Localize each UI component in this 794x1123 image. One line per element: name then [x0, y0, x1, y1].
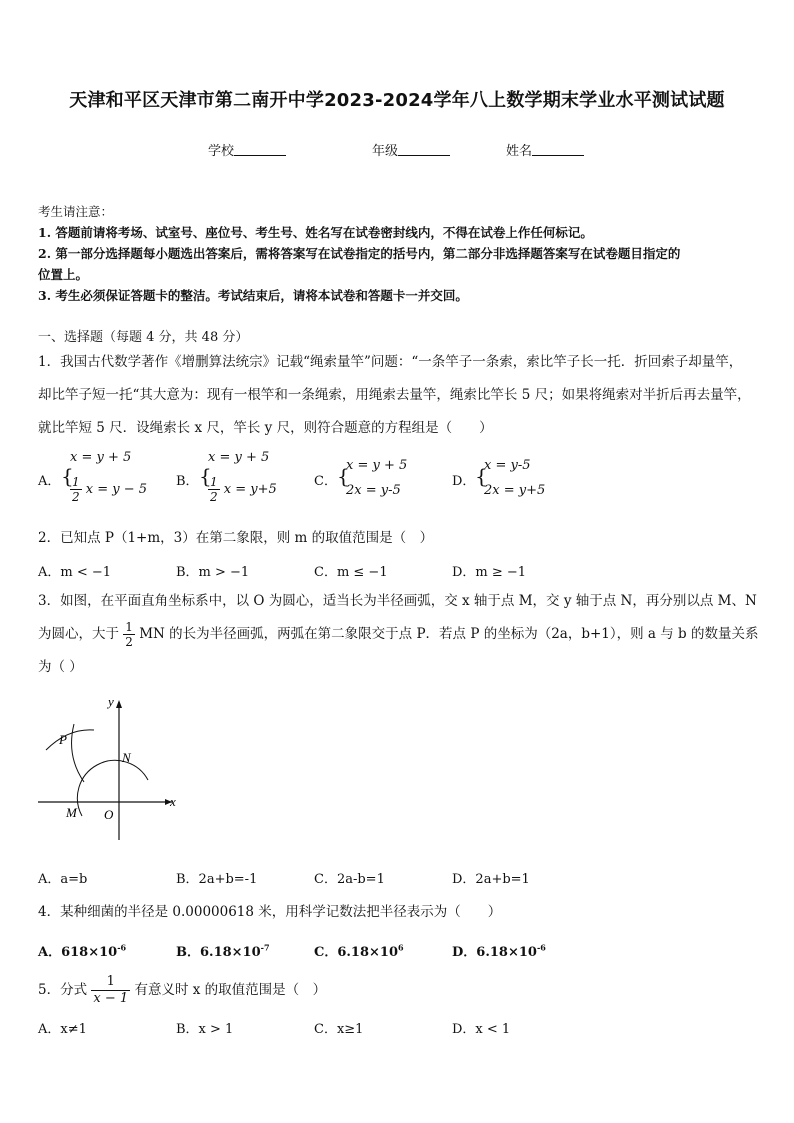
y-arrow-icon	[116, 700, 122, 708]
brace: {	[199, 464, 212, 488]
exam-title: 天津和平区天津市第二南开中学2023-2024学年八上数学期末学业水平测试试题	[69, 90, 725, 111]
question-3-line: 为（ ）	[38, 659, 83, 675]
equation-bottom: x = y − 5	[85, 482, 148, 497]
option-label: D．	[452, 474, 476, 489]
question-3-line: 为圆心，大于 $\frac{1}{2}$ MN 的长为半径画弧，两弧在第二象限交于点 P．若点 P 的坐标为（2a，b+1），则 a 与 b 的数量关系	[38, 620, 759, 649]
point-m-label: M	[66, 805, 77, 820]
grade-field	[372, 140, 450, 159]
option-a[interactable]: A．a=b	[38, 872, 88, 887]
origin-label: O	[104, 807, 114, 822]
option-d[interactable]: D．$6.18\times 10^{-6}$	[452, 942, 546, 960]
option-label: A．	[38, 474, 61, 489]
option-d[interactable]: D．m ≥ −1	[452, 565, 527, 580]
option-label: C．	[314, 474, 337, 489]
half-fraction: $\frac{1}{2}$	[125, 620, 133, 649]
equation-top: x = y + 5	[346, 458, 408, 473]
question-2: 2．已知点 P（1+m，3）在第二象限，则 m 的取值范围是（ ）	[38, 530, 434, 546]
name-field	[506, 140, 584, 159]
brace: {	[61, 464, 74, 488]
school-field	[208, 140, 286, 159]
option-d[interactable]: D．2a+b=1	[452, 872, 530, 887]
brace: {	[337, 464, 350, 488]
note-item: 3. 考生必须保证答题卡的整洁。考试结束后，请将本试卷和答题卡一并交回。	[38, 288, 468, 303]
note-item: 1. 答题前请将考场、试室号、座位号、考生号、姓名写在试卷密封线内，不得在试卷上作任何标记。	[38, 225, 593, 240]
coordinate-figure	[30, 690, 190, 850]
option-c[interactable]: C．x≥1	[314, 1022, 364, 1037]
option-b[interactable]: B．$6.18\times 10^{-7}$	[176, 942, 270, 960]
option-a[interactable]: A．$618\times 10^{-6}$	[38, 942, 127, 960]
grade-label: 年级	[372, 144, 399, 159]
option-a[interactable]: A．m < −1	[38, 565, 112, 580]
option-b[interactable]: B．2a+b=-1	[176, 872, 258, 887]
equation-top: x = y + 5	[70, 450, 132, 465]
option-label: B．	[176, 474, 199, 489]
equation-top: x = y-5	[484, 458, 531, 473]
option-c[interactable]: C．$6.18\times 10^6$	[314, 942, 404, 960]
x-label: x	[170, 794, 176, 809]
notes-head: 考生请注意：	[38, 204, 114, 219]
grade-blank	[398, 143, 450, 156]
question-5-options	[38, 1018, 760, 1048]
option-d[interactable]: D．x < 1	[452, 1022, 511, 1037]
question-1-line: 1．我国古代数学著作《增删算法统宗》记载“绳索量竿”问题：“一条竿子一条索，索比竿子长一托．折回索子却量竿，	[38, 354, 743, 370]
y-label: y	[108, 694, 114, 709]
fraction: $\frac{1}{x - 1}$	[93, 974, 129, 1006]
point-n-label: N	[122, 750, 131, 765]
half-fraction: $\frac{1}{2}$	[210, 475, 218, 504]
section-heading: 一、选择题（每题 4 分，共 48 分）	[38, 330, 249, 345]
equation-bottom: x = y+5	[223, 482, 277, 497]
question-1-options	[38, 450, 760, 506]
point-p-label: P	[59, 732, 67, 747]
notes-block	[38, 201, 758, 306]
question-1-line: 却比竿子短一托“其大意为：现有一根竿和一条绳索，用绳索去量竿，绳索比竿长 5 尺；如果将绳索对半折后再去量竿，	[38, 387, 751, 403]
question-3-options	[38, 868, 760, 898]
question-3-line: 3．如图，在平面直角坐标系中，以 O 为圆心，适当长为半径画弧，交 x 轴于点 M，交 y 轴于点 N，再分别以点 M、N	[38, 593, 757, 609]
name-blank	[532, 143, 584, 156]
option-c[interactable]: C．m ≤ −1	[314, 565, 388, 580]
brace: {	[475, 464, 488, 488]
option-b[interactable]: B．x > 1	[176, 1022, 234, 1037]
option-b[interactable]: B．m > −1	[176, 565, 250, 580]
question-3	[38, 585, 760, 684]
option-a[interactable]: A．x≠1	[38, 1022, 87, 1037]
question-5: 5．分式 $\frac{1}{x - 1}$ 有意义时 x 的取值范围是（ ）	[38, 974, 327, 1006]
question-1	[38, 346, 760, 445]
equation-bottom: 2x = y-5	[346, 483, 401, 498]
equation-top: x = y + 5	[208, 450, 270, 465]
name-label: 姓名	[506, 144, 533, 159]
note-item: 2. 第一部分选择题每小题选出答案后，需将答案写在试卷指定的括号内，第二部分非选择题答案写在试卷题目指定的	[38, 246, 681, 261]
question-4: 4．某种细菌的半径是 0.00000618 米，用科学记数法把半径表示为（ ）	[38, 904, 502, 920]
option-c[interactable]: C．2a-b=1	[314, 872, 385, 887]
school-blank	[234, 143, 286, 156]
half-fraction: $\frac{1}{2}$	[72, 475, 80, 504]
note-item: 位置上。	[38, 267, 89, 282]
question-1-line: 就比竿短 5 尺．设绳索长 x 尺，竿长 y 尺，则符合题意的方程组是（ ）	[38, 420, 493, 436]
question-4-options	[38, 941, 760, 971]
school-label: 学校	[208, 144, 235, 159]
arc-from-n	[46, 730, 94, 750]
equation-bottom: 2x = y+5	[484, 483, 546, 498]
